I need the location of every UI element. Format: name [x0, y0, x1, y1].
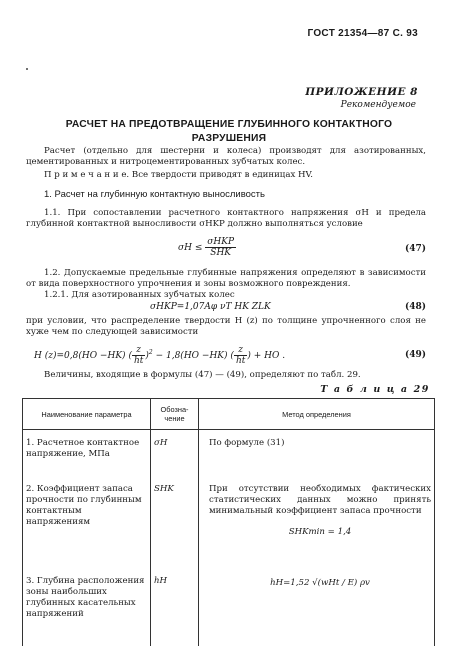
row3-method	[199, 568, 435, 646]
row1-symbol: σH	[151, 430, 199, 477]
equation-number-48: (48)	[404, 302, 426, 312]
row3-formula: hH=1,52 √(wHt / E) ρv	[270, 578, 370, 588]
paragraph-1-1: 1.1. При сопоставлении расчетного контактного напряжения σH и предела глубинной контактной выносливости σHKP должно выполняться условие	[26, 208, 426, 229]
note-paragraph: П р и м е ч а н и е. Все твердости приводят в единицах HV.	[44, 170, 313, 180]
equation-number-49: (49)	[404, 350, 426, 360]
row1-name: 1. Расчетное контактное напряжение, МПа	[23, 430, 151, 477]
intro-paragraph: Расчет (отдельно для шестерни и колеса) производят для азотированных, цементированных и нитроцементированных зубчатых колес.	[26, 146, 426, 167]
header-method: Метод определения	[199, 399, 435, 430]
equation-number-47: (47)	[404, 244, 426, 254]
formula-48: σHKP=1,07Aφ νT HK ZLK	[150, 302, 271, 312]
condition-paragraph: при условии, что распределение твердости H (z) по толщине упрочненного слоя не хуже чем по следующей зависимости	[26, 316, 426, 337]
parameters-table	[22, 398, 435, 646]
row3-symbol: hH	[151, 568, 199, 646]
table-row	[23, 476, 435, 568]
page-header: ГОСТ 21354—87 С. 93	[307, 28, 418, 39]
header-symbol: Обозна-чение	[151, 399, 199, 430]
paragraph-1-2: 1.2. Допускаемые предельные глубинные напряжения определяют в зависимости от вида поверхностного упрочнения и зоны возможного повреждения.	[26, 268, 426, 289]
header-parameter: Наименование параметра	[23, 399, 151, 430]
row2-symbol: SHK	[151, 476, 199, 568]
table-row	[23, 430, 435, 477]
table-header-row	[23, 399, 435, 430]
values-paragraph: Величины, входящие в формулы (47) — (49), определяют по табл. 29.	[44, 370, 361, 380]
appendix-subtitle: Рекомендуемое	[340, 100, 416, 110]
document-title: РАСЧЕТ НА ПРЕДОТВРАЩЕНИЕ ГЛУБИННОГО КОНТАКТНОГО РАЗРУШЕНИЯ	[65, 119, 393, 144]
stray-dot	[26, 68, 28, 70]
row2-method-text: При отсутствии необходимых фактических статистических данных можно принять минимальный коэффициент запаса прочности	[209, 484, 431, 516]
appendix-title: ПРИЛОЖЕНИЕ 8	[305, 86, 418, 98]
section-heading: 1. Расчет на глубинную контактную выносливость	[44, 189, 265, 200]
row3-name: 3. Глубина расположения зоны наибольших глубинных касательных напряжений	[23, 568, 151, 646]
table-caption: Т а б л и ц а 29	[320, 384, 430, 395]
paragraph-1-2-1: 1.2.1. Для азотированных зубчатых колес	[44, 290, 235, 300]
row2-method	[199, 476, 435, 568]
row1-method: По формуле (31)	[199, 430, 435, 477]
row2-formula: SHKmin = 1,4	[288, 527, 352, 537]
row2-name: 2. Коэффициент запаса прочности по глубинным контактным напряжениям	[23, 476, 151, 568]
formula-47: σH ≤ $\frac{\text{σHKP}}{\text{SHK}}$	[178, 237, 235, 258]
formula-49: H (z)=0,8(HO −HK) ( $\frac{z}{ht}$ )$^2$ − 1,8(HO −HK) ( $\frac{z}{ht}$ ) + HO .	[34, 345, 286, 366]
table-row	[23, 568, 435, 646]
